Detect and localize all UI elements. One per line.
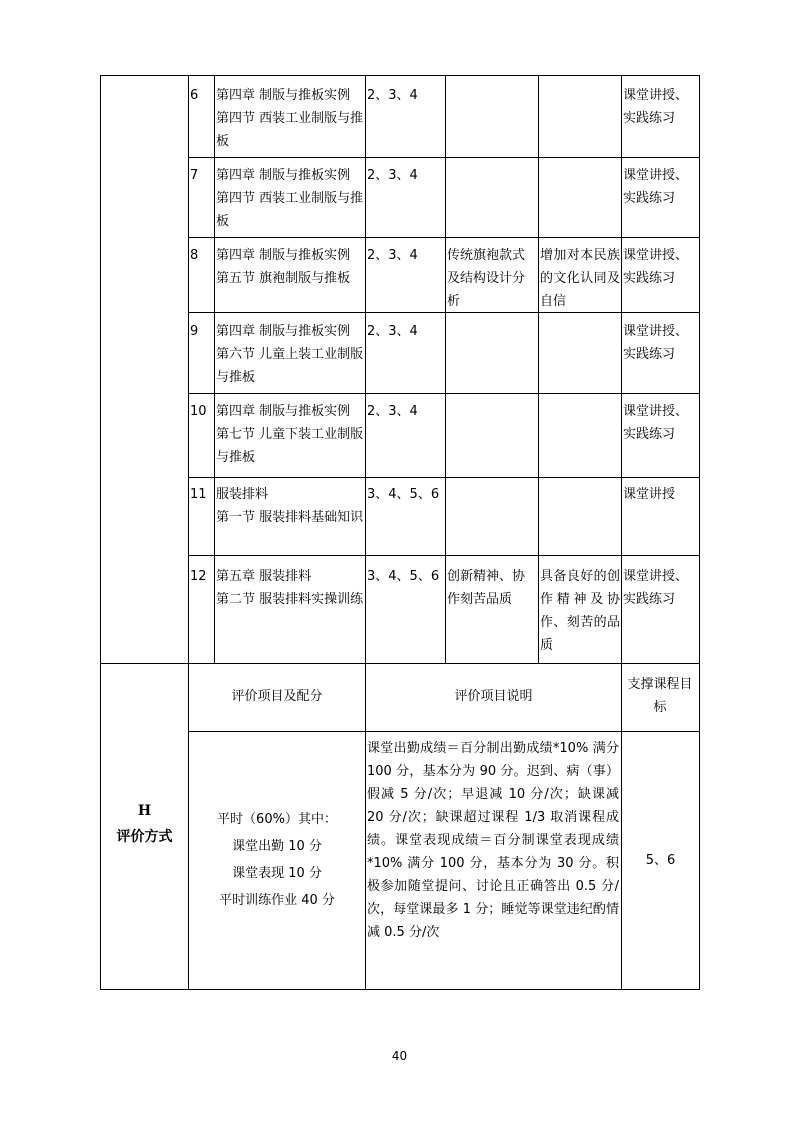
eval-title: 评价方式	[116, 829, 173, 845]
eval-letter: H	[137, 803, 152, 819]
section-title: 第七节 儿童下装工业制版与推板	[216, 427, 364, 465]
row-divider	[188, 157, 700, 158]
eval-item: 平时（60%）其中：	[217, 812, 337, 827]
eval-item: 课堂出勤 10 分	[232, 839, 322, 854]
page-number: 40	[391, 1049, 408, 1063]
row-content	[216, 400, 364, 469]
row-content	[216, 565, 364, 611]
row-divider	[188, 393, 700, 394]
eval-description: 课堂出勤成绩＝百分制出勤成绩*10% 满分 100 分，基本分为 90 分。迟到、病（事）假减 5 分/次；早退减 10 分/次；缺课减 20 分/次；缺课超过课程 1/3 取消课程成绩。课堂表现成绩＝百分制课堂表现成绩*10% 满分 100 分，基本分为 30 分。积极参加随堂提问、讨论且正确答出 0.5 分/次，每堂课最多 1 分；睡觉等课堂违纪酌情减 0.5 分/次	[367, 741, 619, 940]
row-number: 9	[190, 324, 199, 339]
section-title: 第四节 西装工业制版与推板	[216, 111, 364, 149]
eval-item: 平时训练作业 40 分	[219, 893, 335, 908]
eval-section-label	[101, 798, 188, 850]
row-divider	[188, 555, 700, 556]
row-number: 12	[190, 569, 207, 584]
chapter-title: 第四章 制版与推板实例	[216, 88, 351, 103]
row-number: 7	[190, 168, 199, 183]
row-content	[216, 320, 364, 389]
row-content	[216, 244, 364, 290]
row-content	[216, 164, 364, 233]
row-method: 课堂讲授、实践练习	[623, 248, 689, 286]
chapter-title: 第四章 制版与推板实例	[216, 248, 351, 263]
row-goals: 2、3、4	[367, 168, 418, 183]
row-divider	[188, 237, 700, 238]
row-goals: 2、3、4	[367, 404, 418, 419]
section-divider	[100, 663, 700, 664]
eval-support-header: 支撑课程目标	[627, 677, 693, 715]
row-number: 6	[190, 88, 199, 103]
chapter-title: 第四章 制版与推板实例	[216, 324, 351, 339]
course-table	[100, 75, 700, 990]
eval-support: 5、6	[645, 853, 676, 868]
col-divider	[214, 75, 215, 663]
row-ideology: 传统旗袍款式及结构设计分析	[447, 248, 526, 309]
row-goals: 3、4、5、6	[367, 569, 440, 584]
row-effect: 增加对本民族的文化认同及自信	[540, 248, 620, 309]
row-goals: 2、3、4	[367, 248, 418, 263]
row-divider	[188, 312, 700, 313]
chapter-title: 服装排料	[216, 487, 269, 502]
row-divider	[188, 731, 700, 732]
section-title: 第六节 儿童上装工业制版与推板	[216, 347, 364, 385]
eval-item: 课堂表现 10 分	[232, 866, 322, 881]
chapter-title: 第五章 服装排料	[216, 569, 312, 584]
row-method: 课堂讲授、实践练习	[623, 324, 689, 362]
row-content	[216, 84, 364, 153]
eval-desc-header: 评价项目说明	[454, 689, 533, 704]
row-number: 8	[190, 248, 199, 263]
row-number: 10	[190, 404, 207, 419]
col-divider	[538, 75, 539, 663]
row-goals: 2、3、4	[367, 88, 418, 103]
row-method: 课堂讲授、实践练习	[623, 569, 689, 607]
row-number: 11	[190, 487, 207, 502]
table-border-top	[100, 75, 700, 76]
section-title: 第二节 服装排料实操训练	[216, 592, 364, 607]
row-content	[216, 483, 364, 529]
row-method: 课堂讲授、实践练习	[623, 168, 689, 206]
row-goals: 2、3、4	[367, 324, 418, 339]
section-title: 第一节 服装排料基础知识	[216, 510, 364, 525]
chapter-title: 第四章 制版与推板实例	[216, 404, 351, 419]
section-title: 第五节 旗袍制版与推板	[216, 271, 351, 286]
row-effect: 具备良好的创作精神及协作、刻苦的品质	[540, 569, 620, 653]
table-border-left	[100, 75, 101, 990]
table-border-right	[699, 75, 700, 990]
eval-item-header: 评价项目及配分	[231, 689, 323, 704]
col-divider	[445, 75, 446, 663]
row-ideology: 创新精神、协作刻苦品质	[447, 569, 526, 607]
row-divider	[188, 477, 700, 478]
col-divider	[365, 75, 366, 990]
chapter-title: 第四章 制版与推板实例	[216, 168, 351, 183]
section-title: 第四节 西装工业制版与推板	[216, 191, 364, 229]
row-method: 课堂讲授、实践练习	[623, 88, 689, 126]
row-goals: 3、4、5、6	[367, 487, 440, 502]
row-method: 课堂讲授	[623, 487, 676, 502]
eval-items	[189, 806, 365, 914]
row-method: 课堂讲授、实践练习	[623, 404, 689, 442]
table-border-bottom	[100, 989, 700, 990]
